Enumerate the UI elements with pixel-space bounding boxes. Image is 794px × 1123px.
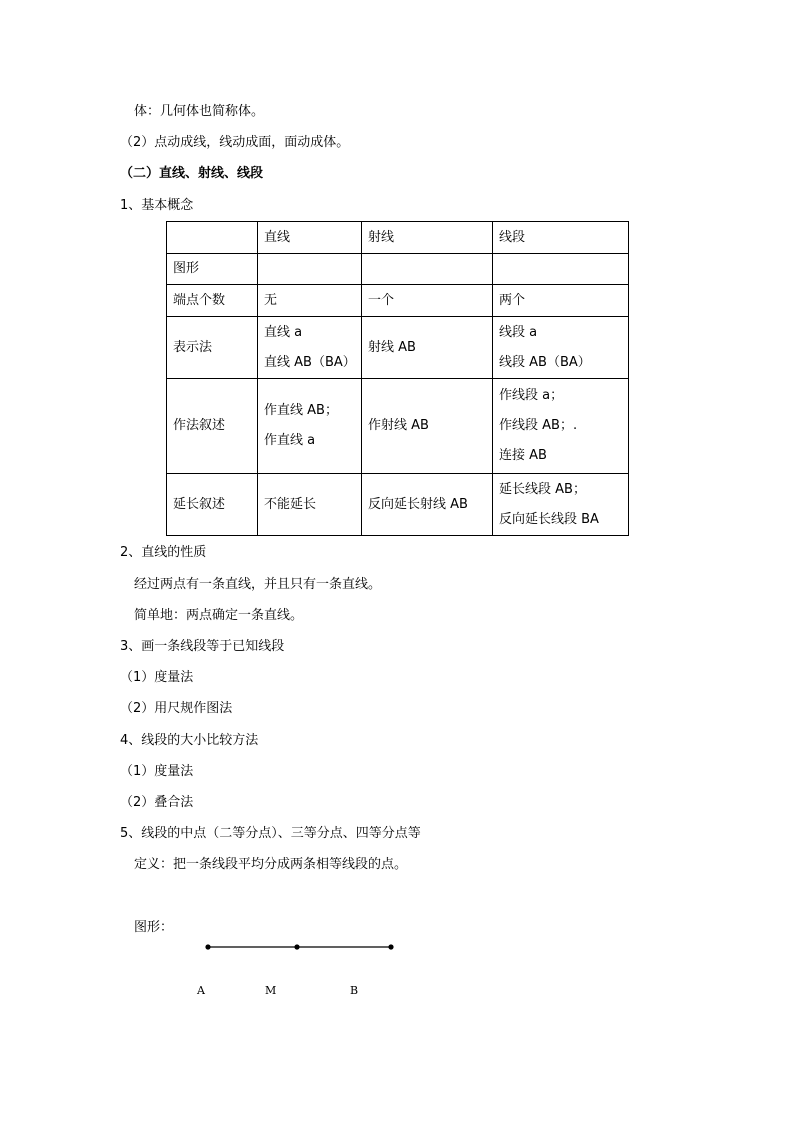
table-cell: 延长线段 AB； 反向延长线段 BA [493, 474, 629, 536]
table-cell [493, 254, 629, 285]
table-row [167, 317, 629, 379]
table-cell: 直线 a 直线 AB（BA） [258, 317, 362, 379]
table-cell: 无 [258, 285, 362, 317]
table-cell: 两个 [493, 285, 629, 317]
table-cell: 作射线 AB [362, 379, 493, 474]
table-cell [362, 254, 493, 285]
header-cell-corner [167, 222, 258, 254]
table-cell: 一个 [362, 285, 493, 317]
property-summary: 简单地：两点确定一条直线。 [134, 608, 304, 623]
table-cell: 作直线 AB； 作直线 a [258, 379, 362, 474]
table-cell: 不能延长 [258, 474, 362, 536]
row-label: 表示法 [167, 317, 258, 379]
point-b-dot [388, 944, 393, 949]
segment-diagram [200, 940, 400, 956]
method-item: （1）度量法 [120, 764, 194, 779]
table-cell [258, 254, 362, 285]
property-statement: 经过两点有一条直线，并且只有一条直线。 [134, 577, 382, 592]
method-item: （2）叠合法 [120, 795, 194, 810]
point-m-label: M [265, 984, 277, 997]
copy-segment-heading: 3、画一条线段等于已知线段 [120, 639, 285, 654]
point-m-dot [294, 944, 299, 949]
point-a-dot [205, 944, 210, 949]
table-row [167, 379, 629, 474]
figure-label: 图形： [134, 920, 174, 935]
point-b-label: B [350, 984, 359, 997]
section-title: （二）直线、射线、线段 [120, 166, 264, 181]
method-item: （2）用尺规作图法 [120, 701, 233, 716]
table-row [167, 285, 629, 317]
midpoint-definition: 定义：把一条线段平均分成两条相等线段的点。 [134, 857, 408, 872]
table-header-row [167, 222, 629, 254]
row-label: 图形 [167, 254, 258, 285]
table-cell: 作线段 a； 作线段 AB；. 连接 AB [493, 379, 629, 474]
basic-concepts-heading: 1、基本概念 [120, 198, 194, 213]
property-heading: 2、直线的性质 [120, 545, 207, 560]
concepts-table [166, 221, 629, 536]
table-cell: 反向延长射线 AB [362, 474, 493, 536]
compare-heading: 4、线段的大小比较方法 [120, 733, 259, 748]
row-label: 作法叙述 [167, 379, 258, 474]
point-a-label: A [197, 984, 205, 997]
method-item: （1）度量法 [120, 670, 194, 685]
motion-statement: （2）点动成线，线动成面，面动成体。 [120, 135, 350, 150]
table-row [167, 254, 629, 285]
table-cell: 射线 AB [362, 317, 493, 379]
header-cell-segment: 线段 [493, 222, 629, 254]
table-row [167, 474, 629, 536]
midpoint-heading: 5、线段的中点（二等分点）、三等分点、四等分点等 [120, 826, 421, 841]
header-cell-ray: 射线 [362, 222, 493, 254]
row-label: 延长叙述 [167, 474, 258, 536]
body-definition: 体：几何体也简称体。 [134, 104, 265, 119]
row-label: 端点个数 [167, 285, 258, 317]
table-cell: 线段 a 线段 AB（BA） [493, 317, 629, 379]
header-cell-line: 直线 [258, 222, 362, 254]
